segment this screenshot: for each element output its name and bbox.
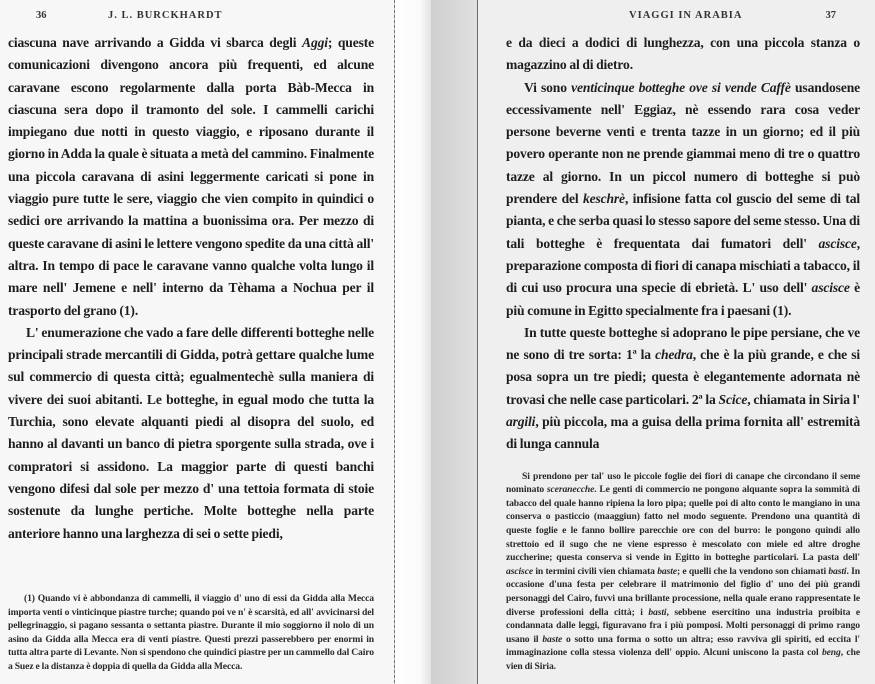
right-body-text (506, 32, 860, 456)
text-run: In tutte queste botteghe si adoprano le pipe persiane, che ve ne sono di tre sorta: 1ª la (506, 324, 860, 363)
italic-term: sceranecche (546, 484, 595, 496)
footnote-text (506, 470, 860, 674)
right-footnote (506, 470, 860, 674)
page-spacer (506, 456, 860, 470)
text-run: ciascuna nave arrivando a Gidda vi sbarca degli (8, 35, 303, 50)
right-page-number: 37 (825, 10, 836, 21)
italic-term: Scice (718, 391, 748, 407)
text-run: ; e quelli che la vendono son chiamati (676, 565, 829, 577)
left-body-text (8, 32, 374, 545)
right-paragraph-1: e da dieci a dodici di lunghezza, con una piccola stanza o magazzino al di dietro. (506, 35, 860, 73)
left-page-header (8, 10, 374, 28)
text-run: , preparazione composta di fiori di canapa mischiati a tabacco, il di cui uso procura una specie di ebrietà. L' uso dell' (506, 235, 860, 296)
italic-term: ascisce (506, 565, 534, 577)
italic-term: ascisce (818, 235, 857, 251)
text-run: , infisione fatta col guscio del seme di tal pianta, e che serba quasi lo stesso sapore del seme stesso. Una di tali botteghe è frequentata dai fumatori dell' (506, 191, 860, 251)
italic-term: beng (821, 647, 841, 659)
italic-term: basti (828, 565, 847, 577)
left-page (0, 0, 394, 684)
text-run: usandosene eccessivamente nell' Eggiaz, nè essendo rara cosa veder persone beverne venti e trenta tazze in un giorno; ed il più povero operante non ne prende giammai meno di tre o quattro tazze al giorno. In un piccol numero di botteghe si può prendere del (506, 79, 860, 207)
italic-term: ascisce (811, 280, 850, 296)
right-running-head: VIAGGI IN ARABIA (629, 10, 743, 21)
left-running-head: J. L. BURCKHARDT (107, 10, 223, 21)
text-run: Vi sono (524, 79, 572, 95)
right-page-header (506, 10, 860, 28)
right-paragraph-2 (506, 77, 860, 322)
text-run: o sotto una forma o sotto un altra; esso ravviva gli spiriti, ed eccita l' immaginazione colla stessa violenza dell' oppio. Alcuni uniscono la pasta col (506, 633, 860, 659)
italic-term: baste (657, 565, 677, 577)
text-run: , che è la più grande, e che si posa sopra un tre piedi; questa è elegantemente adornata nè trovasi che nelle case particolari. 2ª la (506, 347, 860, 407)
left-page-number: 36 (36, 10, 47, 21)
text-run: in termini civili vien chiamata (533, 565, 658, 577)
left-paragraph-2: L' enumerazione che vado a fare delle differenti botteghe nelle principali strade mercantili di Gidda, potrà gettare qualche lume sul commercio di questa città; egualmentechè sulla maniera di vivere dei suoi abitanti. Le botteghe, in egual modo che tutta la Turchia, sono elevate alquanti piedi al disopra del suolo, ed hanno al davanti un banco di pietra sporgente sulla strada, ove i compratori si assidono. La maggior parte di questi banchi vengono difesi dal sole per mezzo d' una tettoia formata di stoie sostenute da lunghe pertiche. Molte botteghe nella parte anteriore hanno una larghezza di sei o sette piedi, (8, 324, 374, 541)
right-page (478, 0, 875, 684)
text-run: . Le genti di commercio ne pongono alquante sopra la sommità di tabacco del quale hanno ripiena la loro pipa; quelle poi di alto conto le mangiano in una conserva o pasticcio (maaggiun) fatto nel modo seguente. Prendono una quantità di queste foglie e le fanno bollire parecchie ore con del burro: le pongono quindi allo strettoio ed il sugo che ne viene espresso è mescolato con miele ed altre droghe zuccherine; questa conserva si vende in Egitto in botteghe particolari. La pasta dell' (506, 484, 860, 564)
text-run: Si prendono per tal' uso le piccole foglie dei fiori di canape che circondano il seme nominato (506, 470, 860, 496)
right-paragraph-3 (506, 322, 860, 456)
italic-term: chedra (655, 347, 693, 363)
italic-term: basti (648, 606, 667, 618)
italic-term: Aggi (302, 35, 328, 50)
italic-term: baste (542, 633, 563, 645)
text-run: . In occasione d'una festa per celebrare il matrimonio del figlio d' uno dei più grandi personaggi del Cairo, fuvvi una brillante processione, nella quale erano rappresentate le diverse professioni della città; i (506, 565, 860, 618)
italic-term: argili (506, 414, 536, 430)
text-run: , che vien di Siria. (506, 647, 860, 672)
text-run: , chiamata in Siria l' (747, 391, 860, 407)
page-spacer (8, 545, 374, 592)
text-run: è più comune in Egitto specialmente fra i paesani (1). (506, 280, 860, 318)
text-run: , sebbene esercitino una industria proibita e condannata dalle leggi, figuravano fra i più pomposi. Molti personaggi di primo rango usano il (506, 606, 860, 645)
footnote-text: (1) Quando vi è abbondanza di cammelli, il viaggio d' uno di essi da Gidda alla Mecca importa venti o vinticinque piastre turche; quando poi ve n' è scarsità, ed all' avvicinarsi del pellegrinaggio, si pagano sessanta o settanta piastre. Durante il mio soggiorno il nolo di un asino da Gidda alla Mecca era di venti piastre. Questi prezzi passerebbero per enormi in tutta altra parte di Levante. Non si spendono che quindici piastre per un cammello dal Cairo a Suez e la distanza è doppia di quella da Gidda alla Mecca. (8, 592, 374, 672)
text-run: , più piccola, ma a guisa della prima fornita all' estremità di lunga cannula (506, 414, 860, 452)
text-run: ; queste comunicazioni divengono ancora più frequenti, ed alcune caravane escono regolarmente dalla porta Bàb-Mecca in ciascuna sera dopo il tramonto del sole. I cammelli carichi impiegano due notti in questo viaggio, e riposano durante il giorno in Adda la quale è situata a metà del cammino. Finalmente una piccola caravana di asini leggermente caricati si pone in viaggio pure tutte le sere, viaggio che vien compito in quindici o sedici ore arrivando la mattina a buonissima ora. Per mezzo di queste caravane di asini le lettere vengono spedite da una città all' altra. In tempo di pace le caravane vanno qualche volta lungo il mare nell' Jemene e nell' interno da Tèhama a Nochua per il trasporto del grano (1). (8, 35, 374, 318)
left-paragraph-1 (8, 32, 374, 322)
italic-term: keschrè (582, 191, 625, 207)
gutter-shadow (431, 0, 477, 684)
page-fold (395, 0, 431, 684)
italic-term: venticinque botteghe ove si vende Caffè (571, 79, 791, 95)
left-footnote (8, 592, 374, 674)
